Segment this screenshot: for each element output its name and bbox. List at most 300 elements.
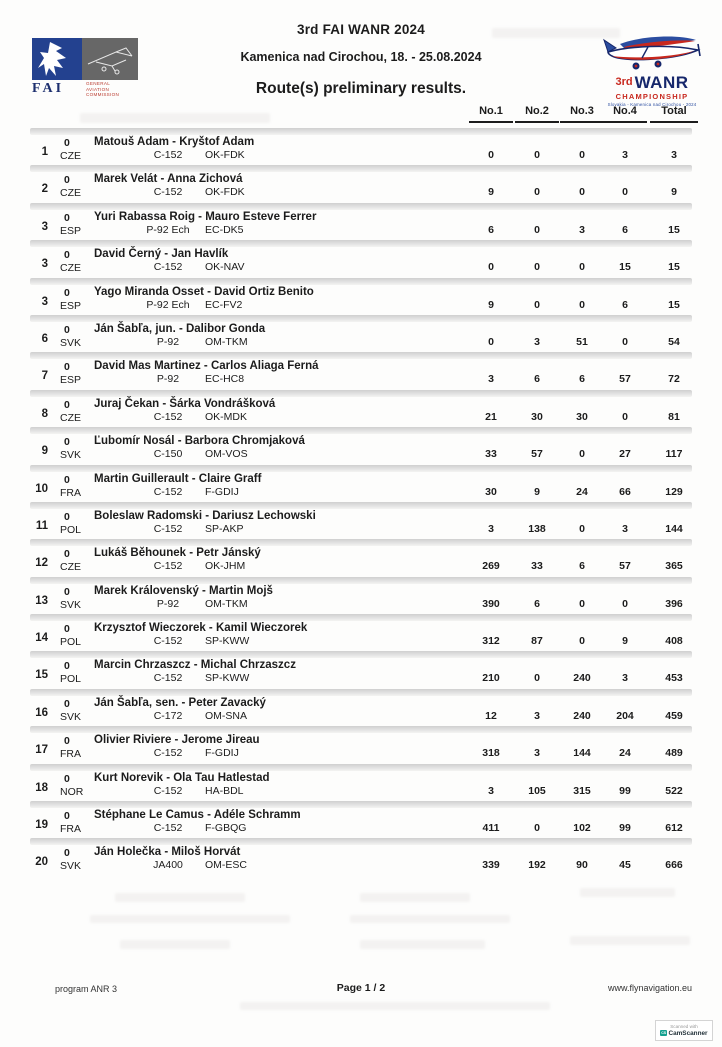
- score-no4: 0: [622, 410, 628, 423]
- row-separator-band: [30, 278, 692, 285]
- score-no1: 33: [485, 448, 497, 461]
- score-column-headers: [30, 105, 692, 125]
- score-no3: 0: [579, 261, 585, 274]
- aircraft-registration: F-GBQG: [205, 822, 247, 835]
- score-total: 9: [671, 186, 677, 199]
- country-code: FRA: [60, 823, 81, 836]
- crew-names: Marek Velát - Anna Zichová: [94, 173, 243, 186]
- aircraft-registration: SP-KWW: [205, 635, 250, 648]
- aircraft-type: C-172: [153, 709, 183, 722]
- aircraft-type: JA400: [153, 859, 183, 872]
- penalty-value: 0: [64, 660, 70, 673]
- row-separator-band: [30, 614, 692, 621]
- wanr-logo-prefix: 3rd: [615, 76, 633, 88]
- aircraft-type: C-152: [153, 410, 183, 423]
- penalty-value: 0: [64, 398, 70, 411]
- score-no2: 6: [534, 373, 540, 386]
- result-row: [30, 465, 692, 502]
- aircraft-type: C-152: [153, 784, 183, 797]
- penalty-value: 0: [64, 286, 70, 299]
- score-no2: 3: [534, 747, 540, 760]
- column-header-total: Total: [650, 105, 698, 123]
- row-separator-band: [30, 838, 692, 845]
- score-no2: 105: [528, 784, 546, 797]
- score-no4: 0: [622, 597, 628, 610]
- result-row: [30, 128, 692, 165]
- score-no4: 27: [619, 448, 631, 461]
- crew-names: Ľubomír Nosál - Barbora Chromjaková: [94, 435, 305, 448]
- score-no3: 51: [576, 335, 588, 348]
- score-no1: 210: [482, 672, 500, 685]
- score-total: 459: [665, 709, 683, 722]
- score-total: 3: [671, 149, 677, 161]
- wanr-logo-name: WANR: [634, 73, 689, 92]
- score-no2: 33: [531, 560, 543, 573]
- camscanner-watermark: [655, 1020, 713, 1041]
- score-total: 72: [668, 373, 680, 386]
- penalty-value: 0: [64, 174, 70, 187]
- aircraft-type: C-152: [153, 186, 183, 199]
- row-separator-band: [30, 240, 692, 247]
- crew-names: Yago Miranda Osset - David Ortiz Benito: [94, 285, 314, 298]
- aircraft-registration: F-GDIJ: [205, 747, 239, 760]
- aircraft-registration: OM-VOS: [205, 448, 248, 461]
- score-no2: 0: [534, 186, 540, 199]
- aircraft-type: P-92: [156, 335, 180, 348]
- score-no4: 9: [622, 635, 628, 648]
- crew-names: Marcin Chrzaszcz - Michal Chrzaszcz: [94, 659, 296, 672]
- column-header-no2: No.2: [515, 105, 559, 123]
- rank-number: 10: [35, 482, 48, 495]
- crew-names: Marek Královenský - Martin Mojš: [94, 584, 273, 597]
- crew-names: Matouš Adam - Kryštof Adam: [94, 136, 255, 148]
- crew-names: Boleslaw Radomski - Dariusz Lechowski: [94, 509, 316, 522]
- aircraft-registration: OM-TKM: [205, 597, 248, 610]
- score-no2: 30: [531, 410, 543, 423]
- penalty-value: 0: [64, 810, 70, 823]
- score-no3: 3: [579, 223, 585, 236]
- camscanner-icon: CS: [661, 1031, 667, 1035]
- penalty-value: 0: [64, 585, 70, 598]
- score-no1: 9: [488, 298, 494, 311]
- scan-bleed-artifact: [570, 936, 690, 945]
- rank-number: 9: [41, 445, 48, 458]
- rank-number: 8: [41, 407, 48, 420]
- score-no3: 0: [579, 448, 585, 461]
- rank-number: 7: [41, 370, 48, 383]
- result-row: [30, 838, 692, 875]
- score-total: 144: [665, 522, 683, 535]
- score-no2: 3: [534, 709, 540, 722]
- fai-plane-icon: [82, 38, 138, 80]
- country-code: CZE: [60, 411, 81, 424]
- score-no3: 240: [573, 672, 591, 685]
- fai-commission-text: [82, 81, 119, 98]
- scan-bleed-artifact: [90, 915, 290, 923]
- country-code: ESP: [60, 374, 82, 387]
- country-code: CZE: [60, 262, 81, 275]
- result-row: [30, 801, 692, 838]
- aircraft-registration: F-GDIJ: [205, 485, 239, 498]
- aircraft-registration: SP-KWW: [205, 672, 250, 685]
- score-no2: 0: [534, 223, 540, 236]
- score-no4: 15: [619, 261, 631, 274]
- penalty-value: 0: [64, 548, 70, 561]
- aircraft-registration: OM-TKM: [205, 335, 248, 348]
- crew-names: Krzysztof Wieczorek - Kamil Wieczorek: [94, 622, 308, 635]
- score-no4: 6: [622, 298, 628, 311]
- row-separator-band: [30, 651, 692, 658]
- crew-names: Ján Holečka - Miloš Horvát: [94, 846, 241, 859]
- score-no2: 57: [531, 448, 543, 461]
- row-separator-band: [30, 128, 692, 135]
- column-header-no3: No.3: [560, 105, 604, 123]
- country-code: NOR: [60, 785, 84, 798]
- footer-website: www.flynavigation.eu: [607, 983, 692, 993]
- country-code: POL: [60, 636, 82, 649]
- score-no4: 0: [622, 186, 628, 199]
- score-no1: 21: [485, 410, 497, 423]
- result-row: [30, 352, 692, 389]
- rank-number: 12: [35, 557, 48, 570]
- rank-number: 16: [35, 706, 48, 719]
- aircraft-registration: OM-SNA: [205, 709, 247, 722]
- fai-commission-line: GENERAL: [86, 81, 111, 86]
- camscanner-scanned-with: Scanned with: [670, 1023, 698, 1029]
- score-no1: 9: [488, 186, 494, 199]
- fai-commission-line: COMMISSION: [86, 92, 120, 98]
- country-code: POL: [60, 523, 82, 536]
- scan-bleed-artifact: [360, 893, 470, 902]
- score-no1: 0: [488, 335, 494, 348]
- footer-program-name: program ANR 3: [55, 984, 118, 994]
- scan-bleed-artifact: [360, 940, 485, 949]
- rank-number: 3: [41, 220, 48, 233]
- score-no1: 3: [488, 373, 494, 386]
- result-row: [30, 539, 692, 576]
- result-row: [30, 427, 692, 464]
- scan-bleed-artifact: [120, 940, 230, 949]
- score-no3: 6: [579, 560, 585, 573]
- aircraft-type: C-152: [153, 485, 183, 498]
- score-no3: 24: [576, 485, 588, 498]
- penalty-value: 0: [64, 735, 70, 748]
- result-row: [30, 203, 692, 240]
- aircraft-registration: EC-HC8: [205, 373, 245, 386]
- fai-eagle-icon: [32, 38, 82, 80]
- penalty-value: 0: [64, 623, 70, 636]
- document-title: Route(s) preliminary results.: [255, 80, 467, 97]
- score-total: 15: [668, 261, 680, 274]
- wanr-plane-icon: [600, 30, 704, 76]
- score-no3: 0: [579, 597, 585, 610]
- aircraft-type: C-152: [153, 672, 183, 685]
- country-code: FRA: [60, 748, 81, 761]
- aircraft-registration: OK-NAV: [205, 261, 245, 274]
- fai-acronym: FAI: [32, 81, 65, 96]
- penalty-value: 0: [64, 361, 70, 374]
- penalty-value: 0: [64, 137, 70, 149]
- score-total: 15: [668, 298, 680, 311]
- score-total: 365: [665, 560, 683, 573]
- row-separator-band: [30, 352, 692, 359]
- score-no3: 0: [579, 149, 585, 161]
- scan-bleed-artifact: [350, 915, 510, 923]
- crew-names: Ján Šabľa, jun. - Dalibor Gonda: [94, 322, 266, 335]
- result-row: [30, 689, 692, 726]
- wanr-logo-title: [594, 74, 710, 92]
- country-code: POL: [60, 673, 82, 686]
- row-separator-band: [30, 539, 692, 546]
- result-row: [30, 651, 692, 688]
- footer-page-number: Page 1 / 2: [336, 982, 386, 994]
- country-code: ESP: [60, 299, 82, 312]
- penalty-value: 0: [64, 510, 70, 523]
- rank-number: 11: [35, 519, 48, 532]
- country-code: CZE: [60, 187, 81, 200]
- score-no4: 99: [619, 784, 631, 797]
- result-row: [30, 502, 692, 539]
- score-no1: 3: [488, 522, 494, 535]
- aircraft-type: C-152: [153, 149, 183, 161]
- scan-bleed-artifact: [240, 1002, 550, 1010]
- result-row: [30, 165, 692, 202]
- rank-number: 3: [41, 295, 48, 308]
- score-no2: 0: [534, 149, 540, 161]
- fai-commission-line: AVIATION: [86, 86, 110, 92]
- camscanner-brand: [656, 1030, 712, 1037]
- aircraft-registration: EC-DK5: [205, 223, 244, 236]
- score-no1: 30: [485, 485, 497, 498]
- rank-number: 14: [35, 632, 48, 645]
- score-no1: 318: [482, 747, 500, 760]
- result-row: [30, 614, 692, 651]
- aircraft-type: P-92: [156, 373, 180, 386]
- score-total: 54: [668, 335, 680, 348]
- score-no2: 192: [528, 859, 546, 872]
- score-no4: 57: [619, 373, 631, 386]
- row-separator-band: [30, 689, 692, 696]
- aircraft-type: C-152: [153, 522, 183, 535]
- score-no2: 0: [534, 261, 540, 274]
- score-no3: 0: [579, 522, 585, 535]
- score-no2: 87: [531, 635, 543, 648]
- country-code: CZE: [60, 561, 81, 574]
- row-separator-band: [30, 726, 692, 733]
- result-row: [30, 764, 692, 801]
- penalty-value: 0: [64, 436, 70, 449]
- score-no4: 3: [622, 672, 628, 685]
- score-no1: 269: [482, 560, 500, 573]
- score-no2: 0: [534, 298, 540, 311]
- aircraft-registration: OK-FDK: [205, 149, 245, 161]
- score-no4: 3: [622, 149, 628, 161]
- crew-names: Martin Guillerault - Claire Graff: [94, 472, 262, 485]
- score-total: 408: [665, 635, 683, 648]
- score-no3: 90: [576, 859, 588, 872]
- aircraft-type: C-150: [153, 448, 183, 461]
- score-no3: 240: [573, 709, 591, 722]
- rank-number: 17: [35, 744, 48, 757]
- row-separator-band: [30, 577, 692, 584]
- aircraft-type: C-152: [153, 261, 183, 274]
- aircraft-type: C-152: [153, 747, 183, 760]
- aircraft-registration: EC-FV2: [205, 298, 243, 311]
- aircraft-registration: SP-AKP: [205, 522, 244, 535]
- row-separator-band: [30, 427, 692, 434]
- crew-names: Stéphane Le Camus - Adéle Schramm: [94, 809, 301, 822]
- score-no3: 144: [573, 747, 591, 760]
- camscanner-brand-text: CamScanner: [668, 1029, 708, 1037]
- event-location-dates: Kamenica nad Cirochou, 18. - 25.08.2024: [240, 50, 482, 64]
- result-row: [30, 726, 692, 763]
- score-no3: 0: [579, 186, 585, 199]
- penalty-value: 0: [64, 249, 70, 262]
- row-separator-band: [30, 764, 692, 771]
- score-no2: 3: [534, 335, 540, 348]
- score-no1: 312: [482, 635, 500, 648]
- rank-number: 3: [41, 258, 48, 271]
- score-no2: 0: [534, 672, 540, 685]
- score-no1: 12: [485, 709, 497, 722]
- score-no1: 411: [482, 822, 500, 835]
- result-row: [30, 240, 692, 277]
- aircraft-type: P-92: [156, 597, 180, 610]
- score-total: 612: [665, 822, 683, 835]
- score-no2: 0: [534, 822, 540, 835]
- score-no1: 3: [488, 784, 494, 797]
- country-code: SVK: [60, 710, 82, 723]
- score-total: 117: [665, 448, 683, 461]
- penalty-value: 0: [64, 772, 70, 785]
- score-no3: 315: [573, 784, 591, 797]
- crew-names: Olivier Riviere - Jerome Jireau: [94, 734, 260, 747]
- aircraft-type: C-152: [153, 560, 183, 573]
- column-header-no4: No.4: [603, 105, 647, 123]
- penalty-value: 0: [64, 211, 70, 224]
- score-no4: 24: [619, 747, 631, 760]
- results-table: [30, 128, 692, 876]
- score-no2: 6: [534, 597, 540, 610]
- crew-names: Lukáš Běhounek - Petr Jánský: [94, 547, 261, 560]
- crew-names: Juraj Čekan - Šárka Vondrášková: [94, 397, 276, 410]
- aircraft-type: C-152: [153, 822, 183, 835]
- score-no3: 0: [579, 298, 585, 311]
- crew-names: Yuri Rabassa Roig - Mauro Esteve Ferrer: [94, 210, 317, 223]
- crew-names: David Mas Martinez - Carlos Aliaga Ferná: [94, 360, 319, 373]
- rank-number: 1: [41, 146, 48, 158]
- country-code: SVK: [60, 449, 82, 462]
- score-no3: 30: [576, 410, 588, 423]
- aircraft-registration: HA-BDL: [205, 784, 244, 797]
- crew-names: David Černý - Jan Havlík: [94, 248, 229, 261]
- row-separator-band: [30, 390, 692, 397]
- score-total: 453: [665, 672, 683, 685]
- score-no3: 102: [573, 822, 591, 835]
- aircraft-type: P-92 Ech: [146, 298, 190, 311]
- row-separator-band: [30, 801, 692, 808]
- row-separator-band: [30, 315, 692, 322]
- result-row: [30, 577, 692, 614]
- row-separator-band: [30, 203, 692, 210]
- score-no4: 45: [619, 859, 631, 872]
- rank-number: 6: [41, 332, 48, 345]
- country-code: FRA: [60, 486, 81, 499]
- country-code: ESP: [60, 224, 82, 237]
- scan-bleed-artifact: [580, 888, 675, 897]
- aircraft-registration: OM-ESC: [205, 859, 247, 872]
- score-no3: 0: [579, 635, 585, 648]
- penalty-value: 0: [64, 473, 70, 486]
- score-total: 522: [665, 784, 683, 797]
- result-row: [30, 278, 692, 315]
- country-code: SVK: [60, 336, 82, 349]
- fai-logo: [32, 38, 140, 98]
- score-no1: 390: [482, 597, 500, 610]
- aircraft-type: P-92 Ech: [146, 223, 190, 236]
- penalty-value: 0: [64, 847, 70, 860]
- wanr-logo-location-line: Slovakia - Kamenica nad Cirochou - 2024: [607, 102, 697, 107]
- penalty-value: 0: [64, 323, 70, 336]
- score-total: 129: [665, 485, 683, 498]
- score-no1: 339: [482, 859, 500, 872]
- score-no4: 0: [622, 335, 628, 348]
- score-total: 396: [665, 597, 683, 610]
- aircraft-registration: OK-MDK: [205, 410, 247, 423]
- rank-number: 2: [41, 183, 48, 196]
- country-code: SVK: [60, 860, 82, 873]
- aircraft-type: C-152: [153, 635, 183, 648]
- score-no1: 6: [488, 223, 494, 236]
- score-no2: 138: [528, 522, 546, 535]
- rank-number: 20: [35, 856, 48, 869]
- rank-number: 15: [35, 669, 48, 682]
- score-no4: 204: [616, 709, 634, 722]
- score-total: 489: [665, 747, 683, 760]
- score-no4: 66: [619, 485, 631, 498]
- score-no3: 6: [579, 373, 585, 386]
- wanr-logo-championship: CHAMPIONSHIP: [615, 92, 689, 101]
- country-code: SVK: [60, 598, 82, 611]
- column-header-no1: No.1: [469, 105, 513, 123]
- scan-bleed-artifact: [115, 893, 245, 902]
- crew-names: Ján Šabľa, sen. - Peter Zavacký: [94, 696, 266, 709]
- penalty-value: 0: [64, 697, 70, 710]
- score-total: 666: [665, 859, 683, 872]
- score-total: 81: [668, 410, 680, 423]
- rank-number: 13: [35, 594, 48, 607]
- row-separator-band: [30, 502, 692, 509]
- page-title: 3rd FAI WANR 2024: [297, 22, 425, 37]
- rank-number: 18: [35, 781, 48, 794]
- rank-number: 19: [35, 819, 48, 832]
- aircraft-registration: OK-JHM: [205, 560, 246, 573]
- score-no4: 99: [619, 822, 631, 835]
- aircraft-registration: OK-FDK: [205, 186, 245, 199]
- result-row: [30, 390, 692, 427]
- score-no4: 57: [619, 560, 631, 573]
- wanr-championship-logo: [594, 30, 710, 107]
- result-row: [30, 315, 692, 352]
- score-no1: 0: [488, 149, 494, 161]
- score-no4: 3: [622, 522, 628, 535]
- score-no4: 6: [622, 223, 628, 236]
- country-code: CZE: [60, 150, 81, 162]
- score-no2: 9: [534, 485, 540, 498]
- score-total: 15: [668, 223, 680, 236]
- row-separator-band: [30, 465, 692, 472]
- score-no1: 0: [488, 261, 494, 274]
